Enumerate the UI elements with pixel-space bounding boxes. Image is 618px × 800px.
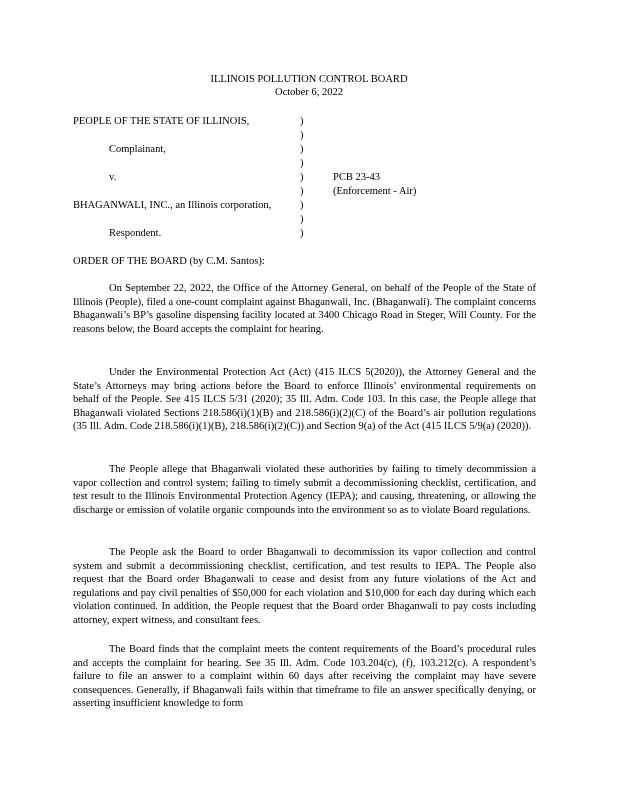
versus-label: v.: [109, 172, 117, 183]
respondent-label: Respondent.: [109, 228, 162, 239]
order-heading: ORDER OF THE BOARD (by C.M. Santos):: [73, 256, 265, 267]
paragraph-text: Under the Environmental Protection Act (Act) (415 ILCS 5(2020)), the Attorney General and the State’s Attorneys may bring actions before the Board to enforce Illinois’ environmental requirements on behalf of the People. See 415 ILCS 5/31 (2020); 35 Ill. Adm. Code 103. In this case, the People allege that Bhaganwali violated Sections 218.586(i)(1)(B) and 218.586(i)(2)(C) of the Board’s air pollution regulations (35 Ill. Adm. Code 218.586(i)(1)(B), 218.586(i)(2)(C)) and Section 9(a) of the Act (415 ILCS 5/9(a) (2020)).: [73, 367, 536, 433]
board-name: ILLINOIS POLLUTION CONTROL BOARD: [210, 74, 408, 85]
caption-paren: ): [300, 172, 304, 183]
caption-paren: ): [300, 200, 304, 211]
caption-paren: ): [300, 186, 304, 197]
body-paragraph: [73, 463, 536, 517]
caption-paren: ): [300, 130, 304, 141]
body-paragraph: [73, 643, 536, 711]
paragraph-text: The People allege that Bhaganwali violated these authorities by failing to timely decommission a vapor collection and control system; failing to timely submit a decommissioning checklist, certification, and test result to the Illinois Environmental Protection Agency (IEPA); and causing, threatening, or allowing the discharge or emission of volatile organic compounds into the environment so as to violate Board regulations.: [73, 464, 536, 516]
caption-paren: ): [300, 144, 304, 155]
caption-paren: ): [300, 214, 304, 225]
body-paragraph: [73, 546, 536, 628]
respondent-name: BHAGANWALI, INC., an Illinois corporation,: [73, 200, 272, 211]
order-date: October 6, 2022: [275, 87, 343, 98]
case-type: (Enforcement - Air): [333, 186, 417, 197]
caption-paren: ): [300, 116, 304, 127]
paragraph-text: The Board finds that the complaint meets the content requirements of the Board’s procedural rules and accepts the complaint for hearing. See 35 Ill. Adm. Code 103.204(c), (f), 103.212(c). A respondent’s failure to file an answer to a complaint within 60 days after receiving the complaint may have severe consequences. Generally, if Bhaganwali fails within that timeframe to file an answer specifically denying, or asserting insufficient knowledge to form: [73, 644, 536, 710]
complainant-label: Complainant,: [109, 144, 166, 155]
paragraph-text: On September 22, 2022, the Office of the Attorney General, on behalf of the People of the State of Illinois (People), filed a one-count complaint against Bhaganwali, Inc. (Bhaganwali). The complaint concerns Bhaganwali’s BP’s gasoline dispensing facility located at 3400 Chicago Road in Steger, Will County. For the reasons below, the Board accepts the complaint for hearing.: [73, 283, 536, 335]
plaintiff-name: PEOPLE OF THE STATE OF ILLINOIS,: [73, 116, 250, 127]
body-paragraph: [73, 282, 536, 336]
caption-paren: ): [300, 158, 304, 169]
body-paragraph: [73, 366, 536, 434]
paragraph-text: The People ask the Board to order Bhaganwali to decommission its vapor collection and control system and submit a decommissioning checklist, certification, and test results to IEPA. The People also request that the Board order Bhaganwali to cease and desist from any future violations of the Act and regulations and pay civil penalties of $50,000 for each violation and $10,000 for each day during which each violation continued. In addition, the People request that the Board order Bhaganwali to pay costs including attorney, expert witness, and consultant fees.: [73, 547, 536, 626]
case-number: PCB 23-43: [333, 172, 380, 183]
caption-paren: ): [300, 228, 304, 239]
